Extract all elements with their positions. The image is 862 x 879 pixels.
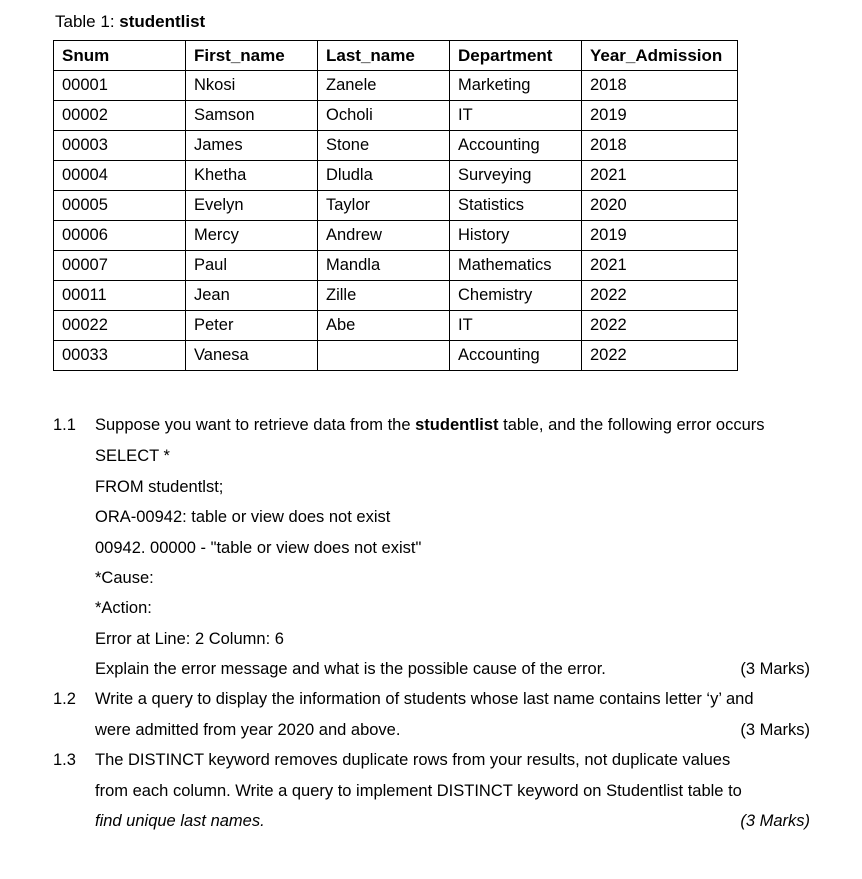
header-year-admission: Year_Admission bbox=[582, 41, 738, 71]
caption-prefix: Table 1: bbox=[55, 12, 120, 31]
header-snum: Snum bbox=[54, 41, 186, 71]
cell-department: Accounting bbox=[450, 131, 582, 161]
cell-first-name: Vanesa bbox=[186, 341, 318, 371]
q1-1-line: ORA-00942: table or view does not exist bbox=[95, 508, 391, 526]
q1-1-number: 1.1 bbox=[53, 416, 76, 434]
cell-last-name: Stone bbox=[318, 131, 450, 161]
table-row bbox=[54, 251, 738, 281]
table-row bbox=[54, 191, 738, 221]
studentlist-table bbox=[53, 40, 738, 371]
cell-snum: 00001 bbox=[54, 71, 186, 101]
cell-first-name: Mercy bbox=[186, 221, 318, 251]
cell-year-admission: 2020 bbox=[582, 191, 738, 221]
q1-1-line: Error at Line: 2 Column: 6 bbox=[95, 630, 284, 648]
cell-last-name: Zille bbox=[318, 281, 450, 311]
cell-last-name bbox=[318, 341, 450, 371]
cell-snum: 00022 bbox=[54, 311, 186, 341]
q1-2-number: 1.2 bbox=[53, 690, 76, 708]
cell-first-name: Evelyn bbox=[186, 191, 318, 221]
cell-department: Mathematics bbox=[450, 251, 582, 281]
table-caption bbox=[55, 12, 205, 32]
table-row bbox=[54, 221, 738, 251]
table-row bbox=[54, 71, 738, 101]
cell-year-admission: 2022 bbox=[582, 341, 738, 371]
cell-first-name: Nkosi bbox=[186, 71, 318, 101]
cell-last-name: Ocholi bbox=[318, 101, 450, 131]
cell-department: Marketing bbox=[450, 71, 582, 101]
cell-snum: 00003 bbox=[54, 131, 186, 161]
q1-1-line: 00942. 00000 - "table or view does not exist" bbox=[95, 539, 422, 557]
q1-2-line2: were admitted from year 2020 and above. bbox=[95, 721, 401, 739]
cell-year-admission: 2018 bbox=[582, 131, 738, 161]
cell-year-admission: 2019 bbox=[582, 221, 738, 251]
table-row bbox=[54, 281, 738, 311]
cell-year-admission: 2021 bbox=[582, 161, 738, 191]
header-department: Department bbox=[450, 41, 582, 71]
q1-1-marks: (3 Marks) bbox=[740, 660, 810, 678]
table-row bbox=[54, 341, 738, 371]
q1-1-line: SELECT * bbox=[95, 447, 170, 465]
cell-department: IT bbox=[450, 311, 582, 341]
cell-snum: 00033 bbox=[54, 341, 186, 371]
q1-3-line3: find unique last names. bbox=[95, 812, 265, 830]
cell-snum: 00005 bbox=[54, 191, 186, 221]
table-row bbox=[54, 131, 738, 161]
cell-first-name: Samson bbox=[186, 101, 318, 131]
cell-snum: 00006 bbox=[54, 221, 186, 251]
table-row bbox=[54, 161, 738, 191]
q1-1-intro: Suppose you want to retrieve data from the studentlist table, and the following error occurs bbox=[95, 416, 765, 434]
cell-year-admission: 2021 bbox=[582, 251, 738, 281]
cell-first-name: Khetha bbox=[186, 161, 318, 191]
q1-1-explain: Explain the error message and what is the possible cause of the error. bbox=[95, 660, 606, 678]
cell-department: IT bbox=[450, 101, 582, 131]
cell-department: Chemistry bbox=[450, 281, 582, 311]
cell-snum: 00011 bbox=[54, 281, 186, 311]
cell-department: History bbox=[450, 221, 582, 251]
q1-2-line1: Write a query to display the information of students whose last name contains letter ‘y’ and bbox=[95, 690, 754, 708]
cell-year-admission: 2022 bbox=[582, 281, 738, 311]
cell-last-name: Mandla bbox=[318, 251, 450, 281]
cell-year-admission: 2018 bbox=[582, 71, 738, 101]
q1-3-line2: from each column. Write a query to implement DISTINCT keyword on Studentlist table to bbox=[95, 782, 742, 800]
cell-first-name: James bbox=[186, 131, 318, 161]
q1-1-line: *Cause: bbox=[95, 569, 154, 587]
cell-year-admission: 2022 bbox=[582, 311, 738, 341]
q1-3-marks: (3 Marks) bbox=[740, 812, 810, 830]
table-header-row bbox=[54, 41, 738, 71]
cell-snum: 00007 bbox=[54, 251, 186, 281]
q1-1-line: FROM studentlst; bbox=[95, 478, 224, 496]
header-last-name: Last_name bbox=[318, 41, 450, 71]
table-row bbox=[54, 311, 738, 341]
cell-first-name: Jean bbox=[186, 281, 318, 311]
cell-snum: 00002 bbox=[54, 101, 186, 131]
cell-last-name: Zanele bbox=[318, 71, 450, 101]
cell-first-name: Peter bbox=[186, 311, 318, 341]
q1-2-marks: (3 Marks) bbox=[740, 721, 810, 739]
caption-table-name: studentlist bbox=[119, 12, 206, 31]
q1-1-line: *Action: bbox=[95, 599, 152, 617]
q1-3-line1: The DISTINCT keyword removes duplicate rows from your results, not duplicate values bbox=[95, 751, 731, 769]
cell-snum: 00004 bbox=[54, 161, 186, 191]
cell-year-admission: 2019 bbox=[582, 101, 738, 131]
cell-last-name: Abe bbox=[318, 311, 450, 341]
cell-department: Statistics bbox=[450, 191, 582, 221]
cell-department: Accounting bbox=[450, 341, 582, 371]
cell-department: Surveying bbox=[450, 161, 582, 191]
cell-first-name: Paul bbox=[186, 251, 318, 281]
header-first-name: First_name bbox=[186, 41, 318, 71]
q1-3-number: 1.3 bbox=[53, 751, 76, 769]
cell-last-name: Andrew bbox=[318, 221, 450, 251]
cell-last-name: Taylor bbox=[318, 191, 450, 221]
cell-last-name: Dludla bbox=[318, 161, 450, 191]
table-row bbox=[54, 101, 738, 131]
